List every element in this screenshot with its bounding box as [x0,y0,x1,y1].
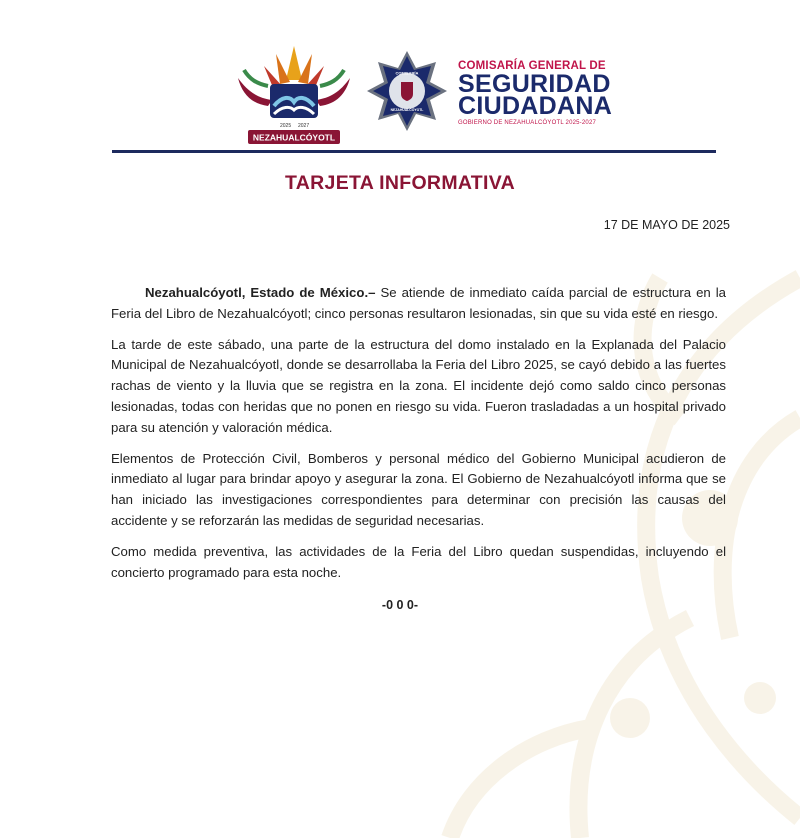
paragraph-1-lead: Nezahualcóyotl, Estado de México.– [145,285,376,300]
badge-text-bottom: NEZAHUALCÓYOTL [390,108,424,112]
letterhead [0,30,800,143]
logo-municipality-name: NEZAHUALCÓYOTL [252,132,336,143]
paragraph-2: La tarde de este sábado, una parte de la estructura del domo instalado en la Explanada del Palacio Municipal de Nezahualcóyotl, donde se desarrollaba la Feria del Libro 2025, se cayó debido a las fuertes rachas de viento y la lluvia que se registra en la zona. El incidente dejó como saldo cinco personas lesionadas, todas con heridas que no ponen en riesgo su vida. Fueron trasladadas a un hospital privado para su atención y valoración médica. [111,336,726,435]
logo-year-left: 2025 [280,123,292,129]
header-divider [112,150,716,153]
document-title: TARJETA INFORMATIVA [285,172,515,194]
closing-mark: -0 0 0- [381,598,419,612]
paragraph-3: Elementos de Protección Civil, Bomberos y personal médico del Gobierno Municipal acudieron de inmediato al lugar para brindar apoyo y asegurar la zona. El Gobierno de Nezahualcóyotl informa que se han iniciado las investigaciones correspondientes para determinar con precisión las causas del accidente y se reforzarán las medidas de seguridad necesarias. [111,450,726,528]
agency-line-1: COMISARÍA GENERAL DE [458,60,606,72]
agency-line-4: GOBIERNO DE NEZAHUALCÓYOTL 2025-2027 [458,120,597,126]
agency-line-2: SEGURIDAD [458,70,611,98]
paragraph-1 [111,283,726,325]
paragraph-4: Como medida preventiva, las actividades de la Feria del Libro quedan suspendidas, incluyendo el concierto programado para esta noche. [111,543,726,580]
paragraph-1-text: Se atiende de inmediato caída parcial de estructura en la Feria del Libro de Nezahualcóyotl; cinco personas resultaron lesionadas, sin que su vida esté en riesgo. [111,285,726,321]
agency-line-3: CIUDADANA [458,92,613,120]
nezahualcoyotl-logo [228,40,360,150]
badge-text-top: COMISARÍA [395,70,419,76]
logo-year-right: 2027 [298,123,310,129]
police-badge [366,50,448,132]
logo-feather-crown [264,46,324,90]
document-body [111,283,726,593]
agency-wordmark [458,60,628,126]
document-date: 17 DE MAYO DE 2025 [603,218,730,232]
